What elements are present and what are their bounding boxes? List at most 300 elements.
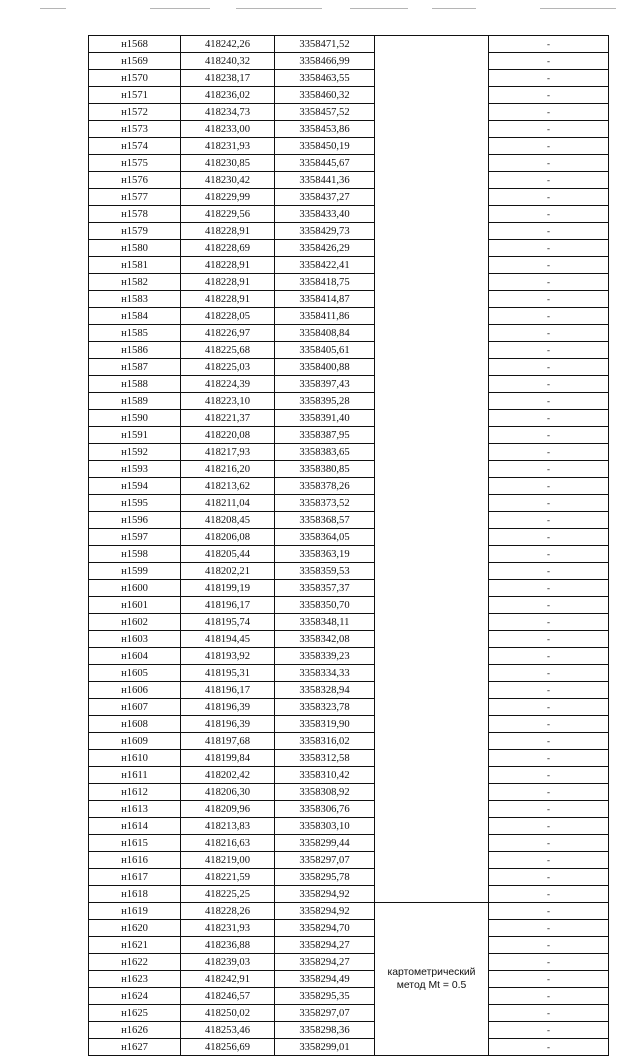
y-coordinate-cell: 3358397,43 — [275, 376, 375, 393]
x-coordinate-cell: 418228,91 — [181, 257, 275, 274]
point-number-cell: н1568 — [89, 36, 181, 53]
accuracy-value-cell: - — [489, 70, 609, 87]
y-coordinate-cell: 3358471,52 — [275, 36, 375, 53]
table-row — [89, 937, 609, 954]
table-row — [89, 53, 609, 70]
x-coordinate-cell: 418233,00 — [181, 121, 275, 138]
x-coordinate-cell: 418242,26 — [181, 36, 275, 53]
y-coordinate-cell: 3358297,07 — [275, 1005, 375, 1022]
accuracy-value-cell: - — [489, 920, 609, 937]
accuracy-value-cell: - — [489, 784, 609, 801]
y-coordinate-cell: 3358294,70 — [275, 920, 375, 937]
x-coordinate-cell: 418253,46 — [181, 1022, 275, 1039]
table-row — [89, 801, 609, 818]
accuracy-value-cell: - — [489, 223, 609, 240]
accuracy-value-cell: - — [489, 461, 609, 478]
point-number-cell: н1616 — [89, 852, 181, 869]
accuracy-value-cell: - — [489, 1039, 609, 1056]
table-row — [89, 36, 609, 53]
accuracy-value-cell: - — [489, 699, 609, 716]
point-number-cell: н1614 — [89, 818, 181, 835]
point-number-cell: н1621 — [89, 937, 181, 954]
accuracy-value-cell: - — [489, 665, 609, 682]
x-coordinate-cell: 418196,17 — [181, 597, 275, 614]
x-coordinate-cell: 418216,63 — [181, 835, 275, 852]
point-number-cell: н1615 — [89, 835, 181, 852]
x-coordinate-cell: 418246,57 — [181, 988, 275, 1005]
point-number-cell: н1594 — [89, 478, 181, 495]
table-row — [89, 427, 609, 444]
accuracy-value-cell: - — [489, 529, 609, 546]
x-coordinate-cell: 418234,73 — [181, 104, 275, 121]
accuracy-value-cell: - — [489, 104, 609, 121]
point-number-cell: н1612 — [89, 784, 181, 801]
x-coordinate-cell: 418231,93 — [181, 920, 275, 937]
y-coordinate-cell: 3358294,27 — [275, 954, 375, 971]
x-coordinate-cell: 418230,42 — [181, 172, 275, 189]
table-row — [89, 478, 609, 495]
y-coordinate-cell: 3358323,78 — [275, 699, 375, 716]
y-coordinate-cell: 3358294,49 — [275, 971, 375, 988]
table-row — [89, 376, 609, 393]
y-coordinate-cell: 3358328,94 — [275, 682, 375, 699]
table-row — [89, 240, 609, 257]
x-coordinate-cell: 418239,03 — [181, 954, 275, 971]
table-row — [89, 818, 609, 835]
table-row — [89, 257, 609, 274]
point-number-cell: н1605 — [89, 665, 181, 682]
table-row — [89, 563, 609, 580]
accuracy-value-cell: - — [489, 155, 609, 172]
table-row — [89, 920, 609, 937]
accuracy-value-cell: - — [489, 376, 609, 393]
accuracy-value-cell: - — [489, 597, 609, 614]
table-row — [89, 121, 609, 138]
table-row — [89, 291, 609, 308]
point-number-cell: н1587 — [89, 359, 181, 376]
point-number-cell: н1569 — [89, 53, 181, 70]
y-coordinate-cell: 3358460,32 — [275, 87, 375, 104]
y-coordinate-cell: 3358303,10 — [275, 818, 375, 835]
accuracy-value-cell: - — [489, 563, 609, 580]
accuracy-value-cell: - — [489, 1005, 609, 1022]
table-row — [89, 325, 609, 342]
y-coordinate-cell: 3358295,78 — [275, 869, 375, 886]
x-coordinate-cell: 418206,08 — [181, 529, 275, 546]
x-coordinate-cell: 418229,99 — [181, 189, 275, 206]
accuracy-value-cell: - — [489, 291, 609, 308]
y-coordinate-cell: 3358339,23 — [275, 648, 375, 665]
accuracy-value-cell: - — [489, 393, 609, 410]
point-number-cell: н1579 — [89, 223, 181, 240]
accuracy-value-cell: - — [489, 206, 609, 223]
y-coordinate-cell: 3358316,02 — [275, 733, 375, 750]
accuracy-value-cell: - — [489, 937, 609, 954]
x-coordinate-cell: 418217,93 — [181, 444, 275, 461]
accuracy-value-cell: - — [489, 189, 609, 206]
x-coordinate-cell: 418236,02 — [181, 87, 275, 104]
accuracy-value-cell: - — [489, 1022, 609, 1039]
point-number-cell: н1618 — [89, 886, 181, 903]
accuracy-value-cell: - — [489, 869, 609, 886]
table-row — [89, 682, 609, 699]
y-coordinate-cell: 3358441,36 — [275, 172, 375, 189]
accuracy-value-cell: - — [489, 512, 609, 529]
point-number-cell: н1583 — [89, 291, 181, 308]
table-row — [89, 138, 609, 155]
y-coordinate-cell: 3358445,67 — [275, 155, 375, 172]
x-coordinate-cell: 418221,37 — [181, 410, 275, 427]
table-row — [89, 750, 609, 767]
point-number-cell: н1575 — [89, 155, 181, 172]
table-row — [89, 461, 609, 478]
x-coordinate-cell: 418216,20 — [181, 461, 275, 478]
point-number-cell: н1573 — [89, 121, 181, 138]
table-row — [89, 512, 609, 529]
point-number-cell: н1588 — [89, 376, 181, 393]
y-coordinate-cell: 3358310,42 — [275, 767, 375, 784]
point-number-cell: н1617 — [89, 869, 181, 886]
point-number-cell: н1622 — [89, 954, 181, 971]
x-coordinate-cell: 418223,10 — [181, 393, 275, 410]
y-coordinate-cell: 3358357,37 — [275, 580, 375, 597]
table-row — [89, 1022, 609, 1039]
table-row — [89, 614, 609, 631]
x-coordinate-cell: 418228,05 — [181, 308, 275, 325]
y-coordinate-cell: 3358391,40 — [275, 410, 375, 427]
point-number-cell: н1624 — [89, 988, 181, 1005]
y-coordinate-cell: 3358429,73 — [275, 223, 375, 240]
y-coordinate-cell: 3358453,86 — [275, 121, 375, 138]
x-coordinate-cell: 418197,68 — [181, 733, 275, 750]
y-coordinate-cell: 3358395,28 — [275, 393, 375, 410]
y-coordinate-cell: 3358359,53 — [275, 563, 375, 580]
y-coordinate-cell: 3358414,87 — [275, 291, 375, 308]
accuracy-value-cell: - — [489, 308, 609, 325]
x-coordinate-cell: 418228,69 — [181, 240, 275, 257]
point-number-cell: н1620 — [89, 920, 181, 937]
point-number-cell: н1585 — [89, 325, 181, 342]
x-coordinate-cell: 418225,25 — [181, 886, 275, 903]
y-coordinate-cell: 3358400,88 — [275, 359, 375, 376]
y-coordinate-cell: 3358466,99 — [275, 53, 375, 70]
accuracy-value-cell: - — [489, 36, 609, 53]
point-number-cell: н1601 — [89, 597, 181, 614]
x-coordinate-cell: 418195,31 — [181, 665, 275, 682]
y-coordinate-cell: 3358437,27 — [275, 189, 375, 206]
table-row — [89, 546, 609, 563]
y-coordinate-cell: 3358463,55 — [275, 70, 375, 87]
table-row — [89, 70, 609, 87]
y-coordinate-cell: 3358342,08 — [275, 631, 375, 648]
x-coordinate-cell: 418242,91 — [181, 971, 275, 988]
accuracy-value-cell: - — [489, 427, 609, 444]
point-number-cell: н1619 — [89, 903, 181, 920]
point-number-cell: н1606 — [89, 682, 181, 699]
table-row — [89, 410, 609, 427]
y-coordinate-cell: 3358348,11 — [275, 614, 375, 631]
table-row — [89, 223, 609, 240]
x-coordinate-cell: 418213,62 — [181, 478, 275, 495]
point-number-cell: н1613 — [89, 801, 181, 818]
table-row — [89, 852, 609, 869]
point-number-cell: н1574 — [89, 138, 181, 155]
x-coordinate-cell: 418225,03 — [181, 359, 275, 376]
x-coordinate-cell: 418195,74 — [181, 614, 275, 631]
y-coordinate-cell: 3358350,70 — [275, 597, 375, 614]
y-coordinate-cell: 3358373,52 — [275, 495, 375, 512]
table-row — [89, 648, 609, 665]
point-number-cell: н1589 — [89, 393, 181, 410]
table-row — [89, 988, 609, 1005]
y-coordinate-cell: 3358363,19 — [275, 546, 375, 563]
accuracy-value-cell: - — [489, 138, 609, 155]
point-number-cell: н1609 — [89, 733, 181, 750]
table-row — [89, 308, 609, 325]
accuracy-value-cell: - — [489, 648, 609, 665]
point-number-cell: н1604 — [89, 648, 181, 665]
point-number-cell: н1578 — [89, 206, 181, 223]
x-coordinate-cell: 418194,45 — [181, 631, 275, 648]
table-row — [89, 274, 609, 291]
x-coordinate-cell: 418199,84 — [181, 750, 275, 767]
x-coordinate-cell: 418199,19 — [181, 580, 275, 597]
y-coordinate-cell: 3358294,27 — [275, 937, 375, 954]
y-coordinate-cell: 3358308,92 — [275, 784, 375, 801]
y-coordinate-cell: 3358299,01 — [275, 1039, 375, 1056]
x-coordinate-cell: 418202,21 — [181, 563, 275, 580]
table-row — [89, 665, 609, 682]
point-number-cell: н1580 — [89, 240, 181, 257]
accuracy-value-cell: - — [489, 325, 609, 342]
point-number-cell: н1598 — [89, 546, 181, 563]
y-coordinate-cell: 3358312,58 — [275, 750, 375, 767]
x-coordinate-cell: 418229,56 — [181, 206, 275, 223]
point-number-cell: н1576 — [89, 172, 181, 189]
accuracy-value-cell: - — [489, 682, 609, 699]
accuracy-value-cell: - — [489, 274, 609, 291]
x-coordinate-cell: 418228,91 — [181, 223, 275, 240]
point-number-cell: н1607 — [89, 699, 181, 716]
table-row — [89, 869, 609, 886]
y-coordinate-cell: 3358364,05 — [275, 529, 375, 546]
point-number-cell: н1582 — [89, 274, 181, 291]
accuracy-value-cell: - — [489, 750, 609, 767]
x-coordinate-cell: 418238,17 — [181, 70, 275, 87]
y-coordinate-cell: 3358457,52 — [275, 104, 375, 121]
accuracy-value-cell: - — [489, 716, 609, 733]
point-number-cell: н1623 — [89, 971, 181, 988]
point-number-cell: н1590 — [89, 410, 181, 427]
x-coordinate-cell: 418208,45 — [181, 512, 275, 529]
accuracy-value-cell: - — [489, 767, 609, 784]
x-coordinate-cell: 418220,08 — [181, 427, 275, 444]
accuracy-value-cell: - — [489, 852, 609, 869]
accuracy-value-cell: - — [489, 835, 609, 852]
point-number-cell: н1586 — [89, 342, 181, 359]
y-coordinate-cell: 3358387,95 — [275, 427, 375, 444]
x-coordinate-cell: 418205,44 — [181, 546, 275, 563]
y-coordinate-cell: 3358383,65 — [275, 444, 375, 461]
table-row — [89, 393, 609, 410]
accuracy-value-cell: - — [489, 444, 609, 461]
coordinates-table — [88, 35, 609, 1056]
point-number-cell: н1611 — [89, 767, 181, 784]
y-coordinate-cell: 3358418,75 — [275, 274, 375, 291]
accuracy-value-cell: - — [489, 342, 609, 359]
x-coordinate-cell: 418230,85 — [181, 155, 275, 172]
accuracy-value-cell: - — [489, 733, 609, 750]
point-number-cell: н1571 — [89, 87, 181, 104]
point-number-cell: н1593 — [89, 461, 181, 478]
point-number-cell: н1626 — [89, 1022, 181, 1039]
table-row — [89, 699, 609, 716]
accuracy-value-cell: - — [489, 631, 609, 648]
x-coordinate-cell: 418236,88 — [181, 937, 275, 954]
y-coordinate-cell: 3358294,92 — [275, 886, 375, 903]
table-row — [89, 1005, 609, 1022]
x-coordinate-cell: 418206,30 — [181, 784, 275, 801]
accuracy-value-cell: - — [489, 903, 609, 920]
x-coordinate-cell: 418256,69 — [181, 1039, 275, 1056]
scan-artifact-marks — [0, 4, 640, 18]
table-row — [89, 716, 609, 733]
y-coordinate-cell: 3358433,40 — [275, 206, 375, 223]
y-coordinate-cell: 3358378,26 — [275, 478, 375, 495]
accuracy-value-cell: - — [489, 886, 609, 903]
y-coordinate-cell: 3358334,33 — [275, 665, 375, 682]
point-number-cell: н1595 — [89, 495, 181, 512]
table-row — [89, 733, 609, 750]
point-number-cell: н1597 — [89, 529, 181, 546]
x-coordinate-cell: 418225,68 — [181, 342, 275, 359]
x-coordinate-cell: 418228,26 — [181, 903, 275, 920]
y-coordinate-cell: 3358408,84 — [275, 325, 375, 342]
y-coordinate-cell: 3358297,07 — [275, 852, 375, 869]
coordinates-table-body — [89, 36, 609, 1056]
table-row — [89, 631, 609, 648]
y-coordinate-cell: 3358299,44 — [275, 835, 375, 852]
table-row — [89, 495, 609, 512]
x-coordinate-cell: 418240,32 — [181, 53, 275, 70]
point-number-cell: н1570 — [89, 70, 181, 87]
x-coordinate-cell: 418213,83 — [181, 818, 275, 835]
accuracy-value-cell: - — [489, 988, 609, 1005]
point-number-cell: н1592 — [89, 444, 181, 461]
accuracy-value-cell: - — [489, 478, 609, 495]
point-number-cell: н1603 — [89, 631, 181, 648]
x-coordinate-cell: 418228,91 — [181, 274, 275, 291]
x-coordinate-cell: 418224,39 — [181, 376, 275, 393]
y-coordinate-cell: 3358422,41 — [275, 257, 375, 274]
x-coordinate-cell: 418250,02 — [181, 1005, 275, 1022]
point-number-cell: н1608 — [89, 716, 181, 733]
accuracy-value-cell: - — [489, 546, 609, 563]
point-number-cell: н1596 — [89, 512, 181, 529]
y-coordinate-cell: 3358319,90 — [275, 716, 375, 733]
accuracy-value-cell: - — [489, 818, 609, 835]
table-row — [89, 359, 609, 376]
x-coordinate-cell: 418196,17 — [181, 682, 275, 699]
table-row — [89, 971, 609, 988]
x-coordinate-cell: 418202,42 — [181, 767, 275, 784]
y-coordinate-cell: 3358368,57 — [275, 512, 375, 529]
accuracy-value-cell: - — [489, 801, 609, 818]
x-coordinate-cell: 418226,97 — [181, 325, 275, 342]
table-row — [89, 189, 609, 206]
table-row — [89, 206, 609, 223]
table-row — [89, 903, 609, 920]
point-number-cell: н1610 — [89, 750, 181, 767]
y-coordinate-cell: 3358380,85 — [275, 461, 375, 478]
x-coordinate-cell: 418196,39 — [181, 716, 275, 733]
y-coordinate-cell: 3358405,61 — [275, 342, 375, 359]
y-coordinate-cell: 3358426,29 — [275, 240, 375, 257]
table-row — [89, 529, 609, 546]
table-row — [89, 580, 609, 597]
y-coordinate-cell: 3358294,92 — [275, 903, 375, 920]
table-row — [89, 444, 609, 461]
accuracy-value-cell: - — [489, 257, 609, 274]
table-row — [89, 784, 609, 801]
point-number-cell: н1627 — [89, 1039, 181, 1056]
point-number-cell: н1600 — [89, 580, 181, 597]
accuracy-value-cell: - — [489, 971, 609, 988]
x-coordinate-cell: 418196,39 — [181, 699, 275, 716]
table-row — [89, 104, 609, 121]
accuracy-value-cell: - — [489, 53, 609, 70]
table-row — [89, 342, 609, 359]
table-row — [89, 87, 609, 104]
accuracy-value-cell: - — [489, 359, 609, 376]
y-coordinate-cell: 3358298,36 — [275, 1022, 375, 1039]
accuracy-value-cell: - — [489, 954, 609, 971]
table-row — [89, 172, 609, 189]
point-number-cell: н1625 — [89, 1005, 181, 1022]
accuracy-value-cell: - — [489, 172, 609, 189]
x-coordinate-cell: 418228,91 — [181, 291, 275, 308]
table-row — [89, 954, 609, 971]
y-coordinate-cell: 3358411,86 — [275, 308, 375, 325]
x-coordinate-cell: 418231,93 — [181, 138, 275, 155]
point-number-cell: н1584 — [89, 308, 181, 325]
point-number-cell: н1572 — [89, 104, 181, 121]
table-row — [89, 767, 609, 784]
point-number-cell: н1591 — [89, 427, 181, 444]
accuracy-value-cell: - — [489, 614, 609, 631]
accuracy-value-cell: - — [489, 410, 609, 427]
table-row — [89, 155, 609, 172]
x-coordinate-cell: 418221,59 — [181, 869, 275, 886]
y-coordinate-cell: 3358450,19 — [275, 138, 375, 155]
y-coordinate-cell: 3358306,76 — [275, 801, 375, 818]
point-number-cell: н1599 — [89, 563, 181, 580]
point-number-cell: н1602 — [89, 614, 181, 631]
accuracy-value-cell: - — [489, 87, 609, 104]
method-cell-empty — [375, 36, 489, 903]
x-coordinate-cell: 418193,92 — [181, 648, 275, 665]
accuracy-value-cell: - — [489, 121, 609, 138]
accuracy-value-cell: - — [489, 495, 609, 512]
point-number-cell: н1581 — [89, 257, 181, 274]
accuracy-value-cell: - — [489, 580, 609, 597]
table-row — [89, 1039, 609, 1056]
x-coordinate-cell: 418211,04 — [181, 495, 275, 512]
accuracy-value-cell: - — [489, 240, 609, 257]
point-number-cell: н1577 — [89, 189, 181, 206]
table-row — [89, 597, 609, 614]
table-row — [89, 886, 609, 903]
